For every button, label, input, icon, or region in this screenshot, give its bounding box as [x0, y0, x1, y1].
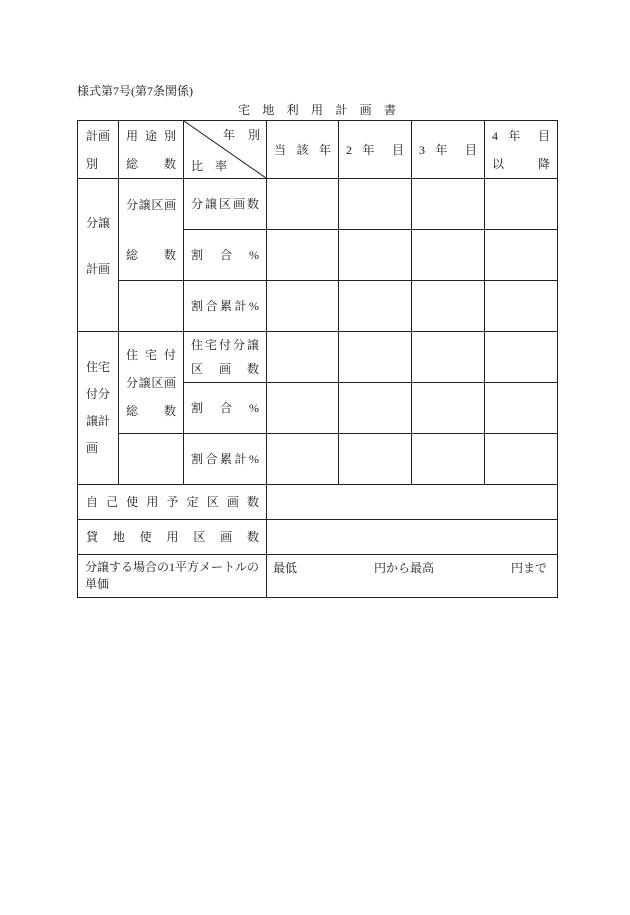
- use-total-header-text: [126, 122, 176, 178]
- house-cumulative-year-3-cell: [412, 434, 485, 485]
- house-ratio-current-year-cell: [267, 383, 339, 434]
- house-plan-label-line: 付分: [86, 387, 111, 401]
- use-total-header: [119, 121, 184, 179]
- year-4-onward-header: [485, 121, 558, 179]
- subdivision-lots-row: [78, 179, 558, 230]
- year-ratio-header: [184, 121, 267, 179]
- house-lots-label-cell: [184, 332, 267, 383]
- subdivision-plan-label-line: 計画: [86, 261, 111, 276]
- use-total-header-line: 用 途 別: [126, 128, 176, 143]
- subdivision-cumulative-current-year-cell: [267, 281, 339, 332]
- year-4-onward-header-line: 4 年 目: [492, 128, 550, 143]
- year-2-header-label: 2 年 目: [346, 142, 404, 157]
- house-cumulative-year-4-onward-cell: [485, 434, 558, 485]
- header-row: [78, 121, 558, 179]
- subdivision-lots-year-3-cell: [412, 179, 485, 230]
- plan-type-header-text: [86, 122, 116, 178]
- year-4-onward-header-text: [492, 122, 550, 178]
- leased-land-lots-label-cell: [78, 520, 267, 555]
- use-total-header-line: 総 数: [126, 156, 176, 171]
- self-use-lots-label-cell: [78, 485, 267, 520]
- house-cumulative-current-year-cell: [267, 434, 339, 485]
- subdivision-ratio-current-year-cell: [267, 230, 339, 281]
- house-ratio-label-cell: [184, 383, 267, 434]
- subdivision-cumulative-year-3-cell: [412, 281, 485, 332]
- subdivision-total-label-cell: [119, 179, 184, 281]
- year-ratio-header-box: [184, 121, 266, 178]
- house-lots-label-line: 住宅付分譲: [191, 338, 259, 352]
- house-plan-label: [86, 354, 116, 462]
- leased-land-lots-label: 貸 地 使 用 区 画 数: [86, 530, 259, 544]
- house-lots-year-4-onward-cell: [485, 332, 558, 383]
- subdivision-plan-label: [86, 200, 116, 311]
- year-3-header-label: 3 年 目: [419, 142, 477, 157]
- subdivision-plan-label-line: 分譲: [86, 215, 111, 230]
- current-year-header: [267, 121, 339, 179]
- year-3-header: [412, 121, 485, 179]
- house-lots-label: [191, 333, 259, 381]
- year-4-onward-header-line: 以 降: [492, 156, 550, 171]
- subdivision-cumulative-ratio-label-cell: [184, 281, 267, 332]
- plan-type-header: [78, 121, 119, 179]
- subdivision-cumulative-ratio-label: 割合累計%: [191, 299, 259, 313]
- subdivision-cumulative-year-4-onward-cell: [485, 281, 558, 332]
- price-range-middle-label: 円から最高: [374, 561, 435, 575]
- subdivision-ratio-year-4-onward-cell: [485, 230, 558, 281]
- unit-price-range: [267, 555, 557, 597]
- self-use-lots-label: 自 己 使 用 予 定 区 画 数: [86, 495, 259, 509]
- subdivision-lots-current-year-cell: [267, 179, 339, 230]
- land-use-plan-table: [77, 120, 558, 598]
- house-lots-year-2-cell: [339, 332, 412, 383]
- house-plan-label-line: 画: [86, 441, 99, 455]
- plan-type-header-line: 別: [86, 156, 99, 171]
- self-use-lots-row: [78, 485, 558, 520]
- form-number: 様式第7号(第7条関係): [77, 84, 193, 98]
- house-ratio-year-2-cell: [339, 383, 412, 434]
- price-minimum-label: 最低: [273, 561, 298, 575]
- house-total-label-line: 分譲区画: [126, 375, 176, 390]
- subdivision-ratio-label-cell: [184, 230, 267, 281]
- unit-price-label-line: 分譲する場合の1平方メートルの: [85, 560, 260, 574]
- house-ratio-label: 割 合 %: [191, 401, 259, 415]
- unit-price-label-line: 単価: [85, 577, 110, 591]
- self-use-lots-value-cell: [267, 485, 558, 520]
- form-title: 宅 地 利 用 計 画 書: [238, 103, 396, 117]
- unit-price-value-cell: [267, 555, 558, 598]
- ratio-label: 比 率: [191, 159, 227, 173]
- subdivision-cumulative-year-2-cell: [339, 281, 412, 332]
- house-lots-label-line: 区 画 数: [191, 362, 259, 376]
- house-lots-year-3-cell: [412, 332, 485, 383]
- year-label: 年 別: [223, 128, 260, 142]
- house-total-label: [126, 341, 176, 425]
- house-lots-current-year-cell: [267, 332, 339, 383]
- current-year-header-label: 当 該 年: [274, 142, 331, 157]
- subdivision-lots-year-2-cell: [339, 179, 412, 230]
- house-total-label-line: 総 数: [126, 403, 176, 418]
- house-ratio-year-3-cell: [412, 383, 485, 434]
- house-total-label-line: 住 宅 付: [126, 347, 176, 362]
- subdivision-ratio-label: 割 合 %: [191, 248, 259, 262]
- subdivision-total-label: [126, 180, 176, 280]
- house-cumulative-ratio-label: 割合累計%: [191, 452, 259, 466]
- house-plan-label-line: 譲計: [86, 414, 111, 428]
- table-body: [78, 121, 558, 598]
- subdivision-cumulative-ratio-row: [78, 281, 558, 332]
- subdivision-lots-label: 分譲区画数: [191, 197, 259, 211]
- house-plan-label-cell: [78, 332, 119, 485]
- house-lots-row: [78, 332, 558, 383]
- house-total-label-cell: [119, 332, 184, 434]
- year-2-header: [339, 121, 412, 179]
- unit-price-label-cell: [78, 555, 267, 598]
- subdivision-ratio-year-2-cell: [339, 230, 412, 281]
- leased-land-lots-row: [78, 520, 558, 555]
- plan-type-header-line: 計画: [86, 128, 111, 143]
- subdivision-plan-label-cell: [78, 179, 119, 332]
- subdivision-lots-year-4-onward-cell: [485, 179, 558, 230]
- leased-land-lots-value-cell: [267, 520, 558, 555]
- house-ratio-year-4-onward-cell: [485, 383, 558, 434]
- house-plan-label-line: 住宅: [86, 360, 111, 374]
- house-cumulative-ratio-label-cell: [184, 434, 267, 485]
- subdivision-lots-label-cell: [184, 179, 267, 230]
- house-cumulative-year-2-cell: [339, 434, 412, 485]
- house-cumulative-ratio-row: [78, 434, 558, 485]
- subdivision-ratio-year-3-cell: [412, 230, 485, 281]
- subdivision-total-blank-cell: [119, 281, 184, 332]
- price-maximum-suffix: 円まで: [511, 561, 548, 575]
- house-total-blank-cell: [119, 434, 184, 485]
- subdivision-total-label-line: 総 数: [126, 247, 176, 262]
- unit-price-row: [78, 555, 558, 598]
- subdivision-total-label-line: 分譲区画: [126, 197, 176, 212]
